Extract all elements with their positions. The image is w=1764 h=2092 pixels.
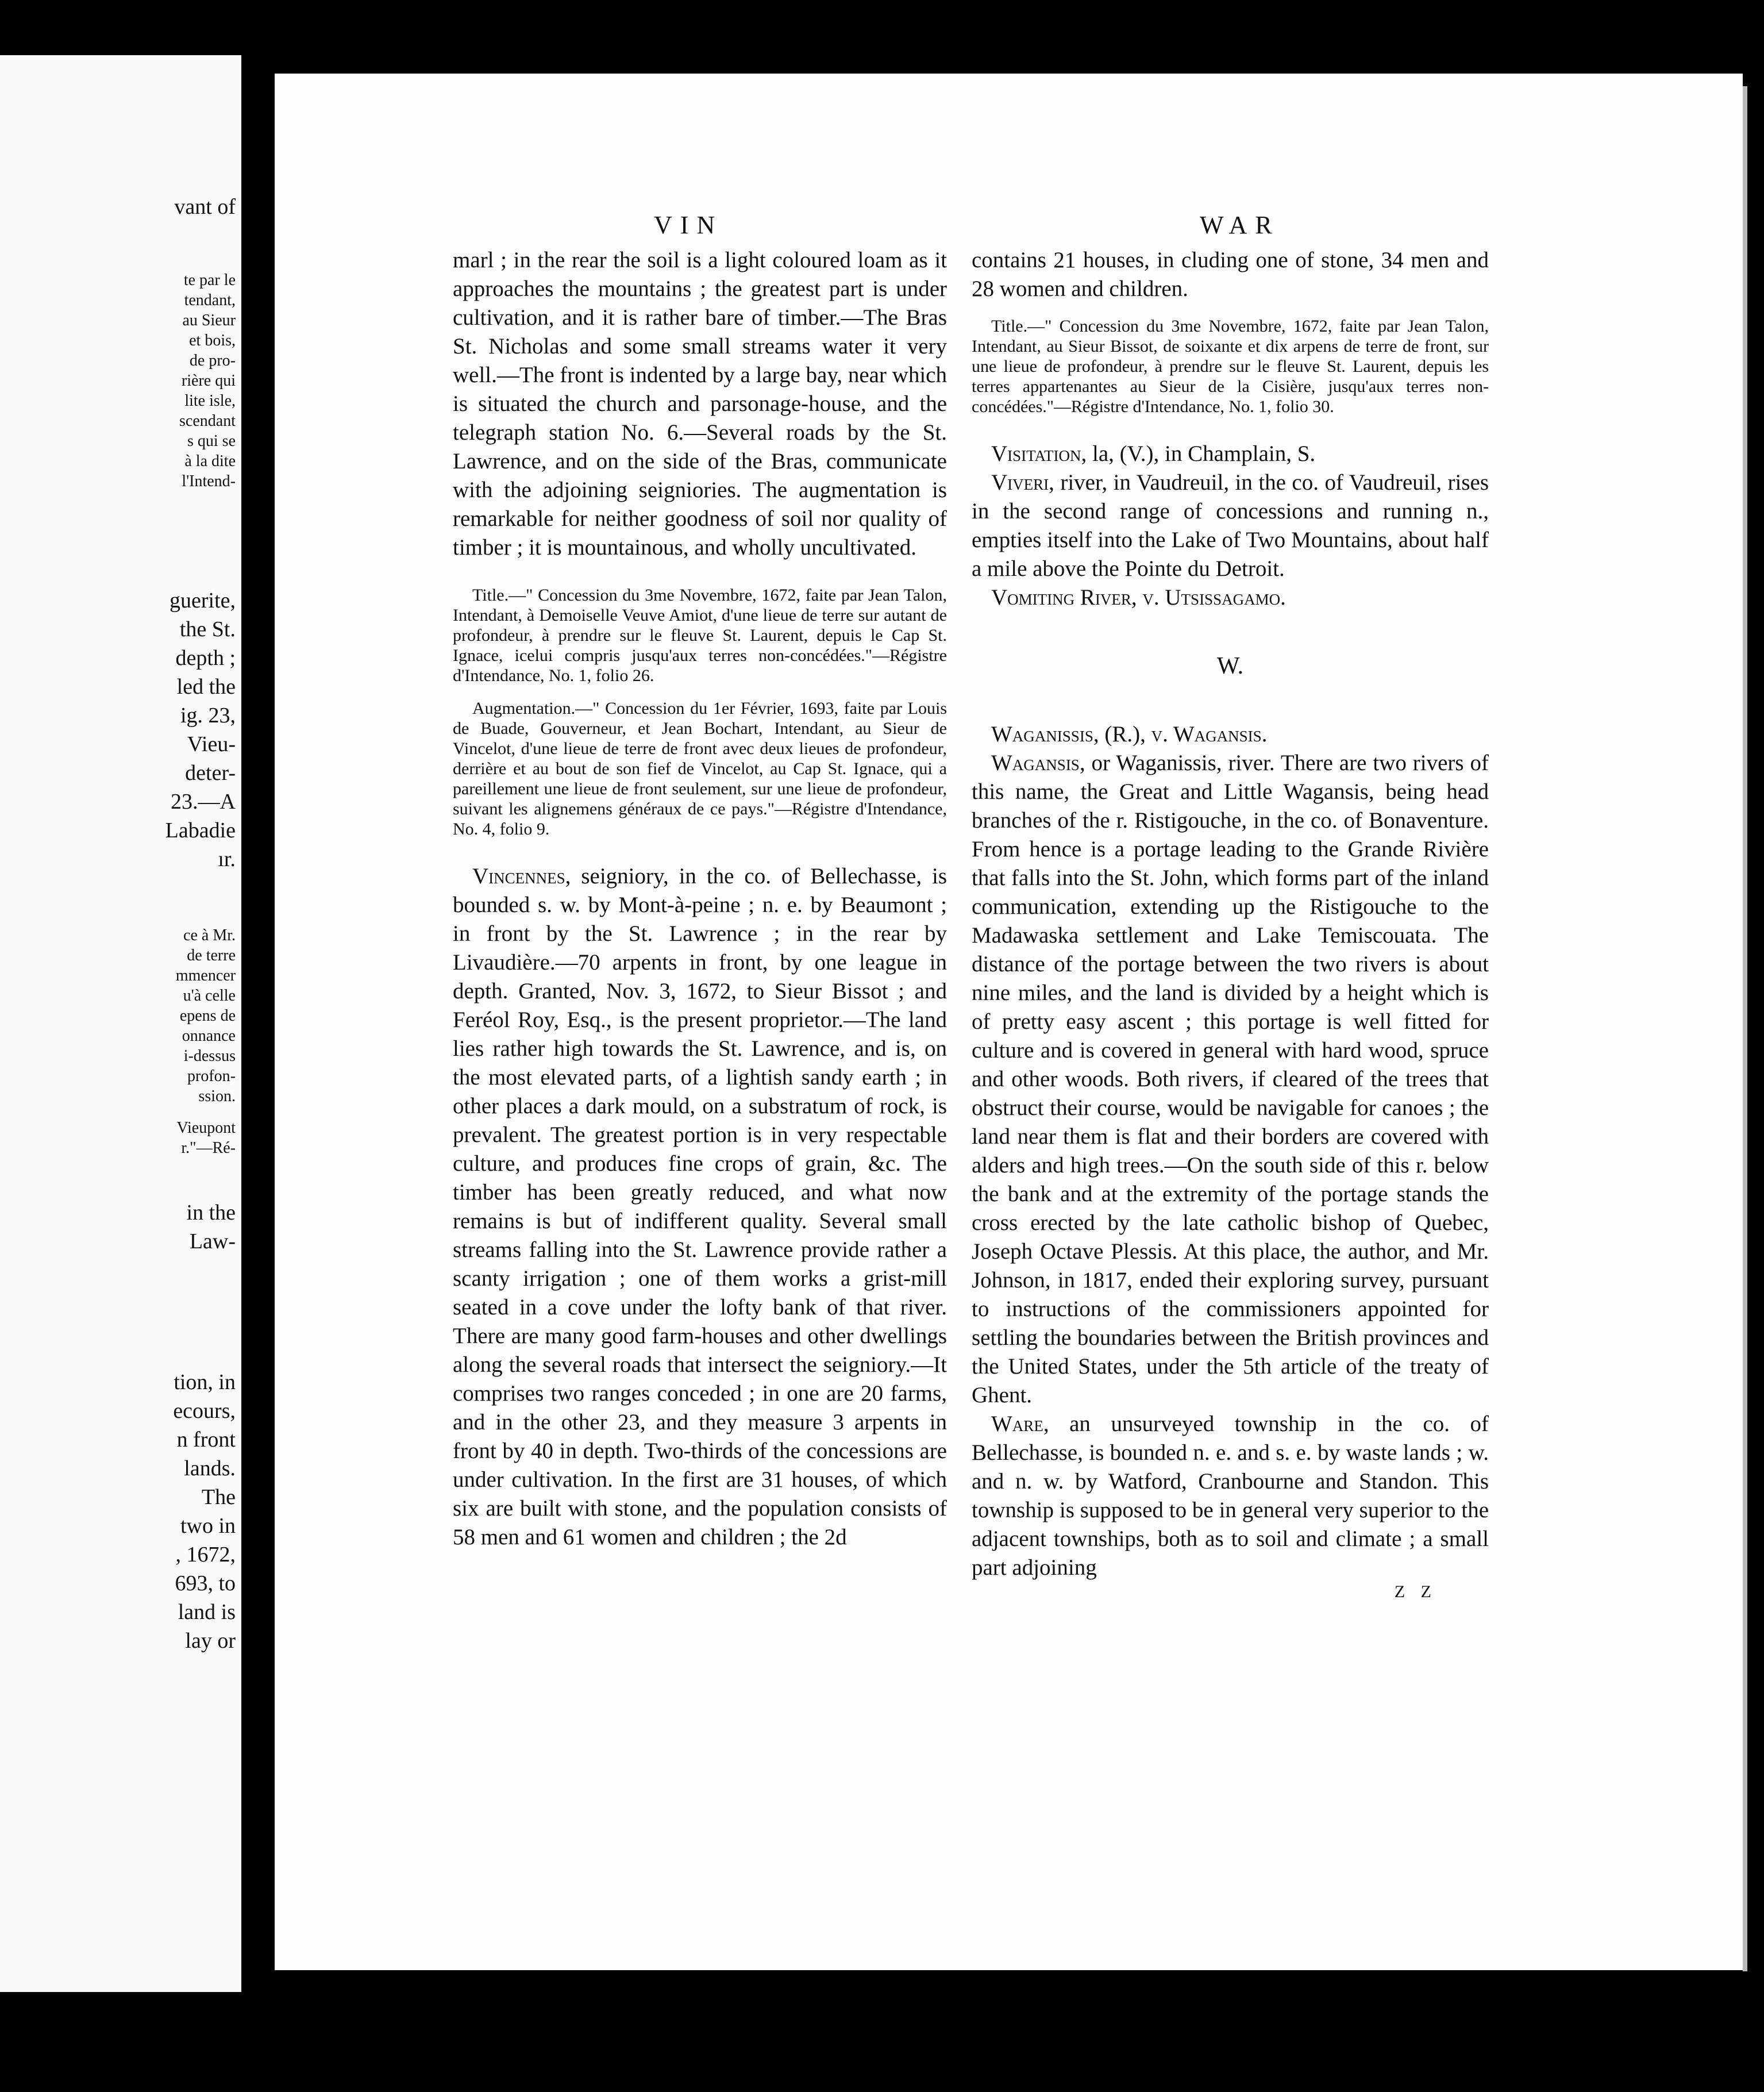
left-page-line: de terre: [187, 947, 236, 964]
left-page-line: Law-: [189, 1229, 236, 1253]
left-page-line: i-dessus: [183, 1047, 236, 1065]
left-page-line: deter-: [185, 761, 236, 785]
left-page-line: ır.: [218, 847, 236, 871]
left-page-line: two in: [180, 1514, 236, 1538]
augmentation-note: Augmentation.—" Concession du 1er Février, 1693, faite par Louis de Buade, Gouverneur, et Jean Bochart, Intendant, au Sieur de Vincelot, d'une lieue de terre de front avec deux lieues de profondeur, derrière et au bout de son fief de Vincelot, au Cap St. Ignace, qui a pareillement une lieue de front seulement, sur une lieue de profondeur, suivant les alignemens généraux de ce pays."—Régistre d'Intendance, No. 4, folio 9.: [453, 699, 947, 839]
left-page-line: rière qui: [181, 372, 236, 390]
title-note-war: Title.—" Concession du 3me Novembre, 1672, faite par Jean Talon, Intendant, au Sieur Bissot, de soixante et dix arpens de terre de front, sur une lieue de profondeur, à prendre sur le fleuve St. Laurent, depuis les terres appartenantes au Sieur de la Cisière, jusqu'aux terres non-concédées."—Régistre d'Intendance, No. 1, folio 30.: [972, 317, 1489, 416]
entry-text-wagansis: , or Waganissis, river. There are two rivers of this name, the Great and Little Wagansis, being head branches of the r. Ristigouche, in the co. of Bonaventure. From hence is a portage leading to the Grande Rivière that falls into the St. John, which forms part of the inland communication, extending up the Ristigouche to the Madawaska settlement and Lake Temiscouata. The distance of the portage between the two rivers is about nine miles, and the land is divided by a height which is of pretty easy ascent ; this portage is well fitted for culture and is covered in general with hard wood, spruce and other woods. Both rivers, if cleared of the trees that obstruct their course, would be navigable for canoes ; the land near them is flat and their borders are covered with alders and high trees.—On the south side of this r. below the bank and at the extremity of the portage stands the cross erected by the late catholic bishop of Quebec, Joseph Octave Plessis. At this place, the author, and Mr. Johnson, in 1817, ended their exploring survey, pursuant to instructions of the commissioners appointed for settling the boundaries between the British provinces and the United States, under the 5th article of the treaty of Ghent.: [972, 751, 1489, 1408]
left-page-line: in the: [186, 1201, 236, 1225]
left-page-line: u'à celle: [183, 987, 236, 1005]
left-page-line: Labadie: [165, 818, 236, 843]
left-page-line: l'Intend-: [182, 472, 236, 490]
left-page-line: , 1672,: [175, 1543, 236, 1567]
left-page-line: vant of: [174, 195, 236, 219]
entry-head-vincennes: Vincennes: [472, 864, 565, 889]
left-page-line: ecours,: [173, 1399, 236, 1423]
left-page-line: Vieu-: [187, 732, 236, 756]
previous-page-fragment: [0, 55, 241, 1992]
entry-wagansis: [972, 749, 1489, 1410]
running-head-right: WAR: [1200, 211, 1280, 239]
page-edge: [1743, 86, 1747, 1971]
left-page-line: au Sieur: [182, 312, 236, 329]
left-page-line: à la dite: [184, 452, 236, 470]
left-page-line: lite isle,: [184, 392, 236, 410]
left-page-line: scendant: [179, 412, 236, 430]
left-page-line: r."—Ré-: [181, 1139, 236, 1157]
left-page-line: Vieupont: [176, 1119, 236, 1137]
entry-head-viveri: Viveri: [991, 470, 1049, 495]
left-page-line: onnance: [182, 1027, 236, 1045]
left-page-line: guerite,: [169, 589, 236, 613]
entry-head-ware: Ware: [991, 1412, 1043, 1436]
left-page-line: mmencer: [175, 967, 236, 985]
entry-head-wagansis: Wagansis: [991, 751, 1080, 775]
left-page-line: lay or: [185, 1629, 236, 1653]
left-page-line: epens de: [179, 1007, 236, 1025]
left-page-line: tion, in: [174, 1370, 236, 1394]
left-page-line: profon-: [187, 1067, 236, 1085]
entry-visitation: [972, 440, 1489, 468]
left-page-line: 23.—A: [171, 790, 236, 814]
left-column: [453, 246, 947, 1552]
left-page-line: led the: [176, 675, 236, 699]
entry-head-visitation: Visitation: [991, 441, 1081, 466]
entry-waganissis-ref: Waganissis, (R.), v. Wagansis.: [991, 722, 1268, 747]
left-page-line: s qui se: [187, 432, 236, 450]
left-page-line: te par le: [183, 271, 236, 289]
right-column: [972, 246, 1489, 1602]
left-page-line: de pro-: [189, 352, 236, 370]
entry-ware: [972, 1410, 1489, 1582]
entry-vomiting-river: Vomiting River, v. Utsissagamo.: [991, 585, 1286, 610]
title-note-vin: Title.—" Concession du 3me Novembre, 1672, faite par Jean Talon, Intendant, à Demoiselle Veuve Amiot, d'une lieue de terre sur autant de profondeur, à prendre sur le fleuve St. Laurent, depuis le Cap St. Ignace, icelui compris jusqu'aux terres non-concédées."—Régistre d'Intendance, No. 1, folio 26.: [453, 586, 947, 685]
entry-text-ware: , an unsurveyed township in the co. of Bellechasse, is bounded n. e. and s. e. by waste lands ; w. and n. w. by Watford, Cranbourne and Standon. This township is supposed to be in general very superior to the adjacent townships, both as to soil and climate ; a small part adjoining: [972, 1412, 1489, 1580]
left-page-line: the St.: [179, 617, 236, 641]
entry-text-visitation: , la, (V.), in Champlain, S.: [1081, 441, 1316, 466]
left-page-line: land is: [178, 1600, 236, 1624]
left-page-line: 693, to: [175, 1571, 236, 1595]
page-gutter: [241, 46, 276, 2012]
left-page-line: depth ;: [175, 646, 236, 670]
section-letter-w: W.: [1216, 653, 1244, 679]
paragraph-marl: marl ; in the rear the soil is a light coloured loam as it approaches the mountains ; the greatest part is under cultivation, and it is rather bare of timber.—The Bras St. Nicholas and some small streams water it very well.—The front is indented by a large bay, near which is situated the church and parsonage-house, and the telegraph station No. 6.—Several roads by the St. Lawrence, and on the side of the Bras, communicate with the adjoining seigniories. The augmentation is remarkable for neither goodness of soil nor quality of timber ; it is mountainous, and wholly uncultivated.: [453, 248, 947, 560]
left-page-line: ssion.: [198, 1087, 236, 1105]
left-page-line: n front: [176, 1428, 236, 1452]
left-page-line: ce à Mr.: [183, 926, 236, 944]
left-page-line: lands.: [184, 1456, 236, 1480]
entry-text-viveri: , river, in Vaudreuil, in the co. of Vaudreuil, rises in the second range of concessions and running n., empties itself into the Lake of Two Mountains, about half a mile above the Pointe du Detroit.: [972, 470, 1489, 581]
left-page-line: tendant,: [184, 291, 236, 309]
paragraph-contains: contains 21 houses, in cluding one of stone, 34 men and 28 women and children.: [972, 248, 1489, 301]
entry-viveri: [972, 468, 1489, 583]
catchword: Z Z: [1394, 1582, 1437, 1601]
book-page: [275, 74, 1743, 1970]
left-page-line: The: [201, 1485, 236, 1509]
entry-text-vincennes: , seigniory, in the co. of Bellechasse, is bounded s. w. by Mont-à-peine ; n. e. by Beaumont ; in front by the St. Lawrence ; in the rear by Livaudière.—70 arpents in front, by one league in depth. Granted, Nov. 3, 1672, to Sieur Bissot ; and Feréol Roy, Esq., is the present proprietor.—The land lies rather high towards the St. Lawrence, and is, on the most elevated parts, of a lightish sandy earth ; in other places a dark mould, on a substratum of rock, is prevalent. The greatest portion is in very respectable culture, and produces fine crops of grain, &c. The timber has been greatly reduced, and what now remains is but of indifferent quality. Several small streams falling into the St. Lawrence provide rather a scanty irrigation ; one of them works a grist-mill seated in a cove under the lofty bank of that river. There are many good farm-houses and other dwellings along the several roads that intersect the seigniory.—It comprises two ranges conceded ; in one are 20 farms, and in the other 23, and they measure 3 arpents in front by 40 in depth. Two-thirds of the concessions are under cultivation. In the first are 31 houses, of which six are built with stone, and the population consists of 58 men and 61 women and children ; the 2d: [453, 864, 947, 1549]
left-page-line: et bois,: [189, 332, 236, 349]
running-head-left: VIN: [654, 211, 723, 239]
left-page-line: ig. 23,: [180, 703, 236, 728]
entry-vincennes: [453, 862, 947, 1552]
